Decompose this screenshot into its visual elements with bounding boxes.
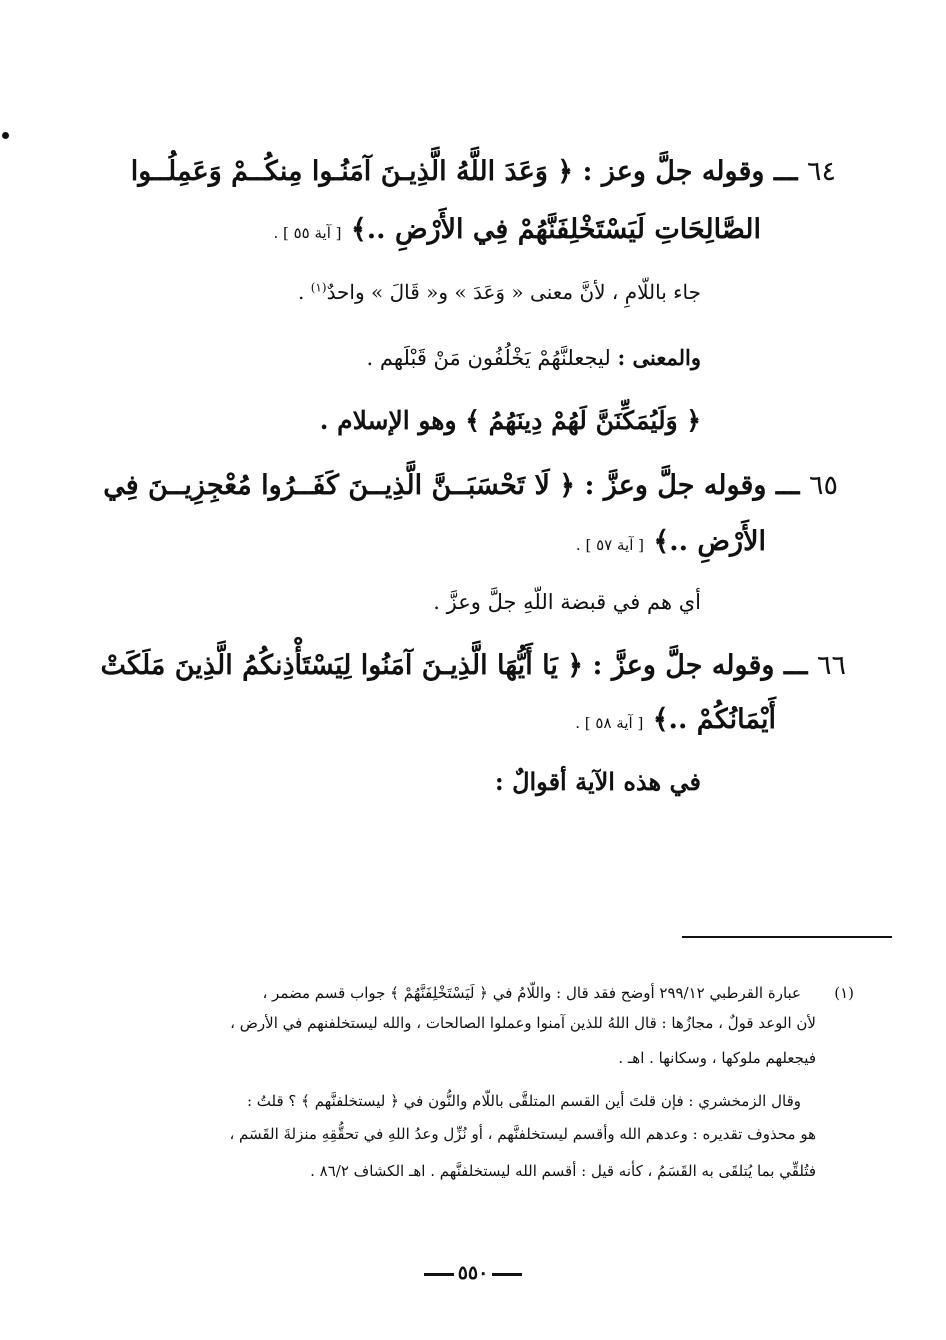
- quran-verse: أَيْمَانُكُمْ ..﴾: [652, 704, 776, 735]
- item-64-line1: [131, 156, 836, 188]
- item-number: ٦٤: [806, 156, 836, 187]
- quran-verse: الأَرْضِ ..﴾: [653, 526, 766, 557]
- paragraph-text: وهو الإسلام .: [319, 406, 466, 435]
- page-number: [0, 1262, 946, 1285]
- page-dash: [492, 1273, 522, 1276]
- footnote-line: عبارة القرطبي ٢٩٩/١٢ أوضح فقد قال : واللّامُ في ﴿ لَيَسْتَخْلِفَنَّهُمْ ﴾ جواب قسم مضمر ،: [262, 984, 801, 1002]
- footnote-line: هو محذوف تقديره : وعدهم الله وأقسم ليستخلفنَّهم ، أو نُزِّل وعدُ اللهِ في تحقُّقِهِ منزلةَ القَسَم ،: [229, 1125, 816, 1143]
- item-dash: ـــ: [783, 650, 808, 681]
- paragraph-5: [495, 768, 701, 797]
- quran-verse: ﴿ يَا أَيُّهَا الَّذِيـنَ آمَنُوا لِيَسْتَأْذِنكُمُ الَّذِينَ مَلَكَتْ: [100, 650, 584, 681]
- item-intro: وقوله جلَّ وعز :: [582, 156, 765, 187]
- paragraph-2: [367, 345, 701, 371]
- item-number: ٦٦: [816, 650, 846, 681]
- item-66-line2: [575, 704, 776, 736]
- footnote-marker: (١): [834, 984, 854, 1002]
- quran-verse: الصَّالِحَاتِ لَيَسْتَخْلِفَنَّهُمْ فِي الأَرْضِ ..﴾: [350, 214, 761, 245]
- page-dash: [424, 1273, 454, 1276]
- footnote-line: لأن الوعد قولٌ ، مجازُها : قال اللهُ للذين آمنوا وعملوا الصالحات ، والله ليستخلفنهم في الأرض ،: [230, 1014, 816, 1032]
- item-66-line1: [101, 650, 846, 682]
- item-64-line2: [273, 214, 761, 246]
- paragraph-text: ليجعلنَّهُمْ يَخْلُفُون مَنْ قَبْلَهم .: [366, 346, 618, 370]
- paragraph-1: [298, 280, 701, 304]
- verse-reference: [ آية ٥٧ ] .: [575, 536, 644, 554]
- paragraph-4: [433, 590, 701, 615]
- item-65-line2: [576, 526, 766, 558]
- footnote-separator: [682, 936, 892, 938]
- footnote-line: وقال الزمخشري : فإن قلتَ أين القسم المتلقَّى باللّام والنُّون في ﴿ ليستخلفنَّهم ﴾ ؟ قلتُ :: [246, 1092, 801, 1110]
- label-meaning: والمعنى :: [617, 345, 701, 370]
- footnote-line: فيجعلهم ملوكها ، وسكانها . اهـ .: [618, 1049, 816, 1067]
- paragraph-text: جاء باللّامِ ، لأنَّ معنى « وَعَدَ » و« قَالَ » واحدٌ: [326, 280, 701, 304]
- footnote-line: فتُلقِّي بما يُتلقَى به القَسَمُ ، كأنه قيل : أقسم الله ليستخلفنَّهم . اهـ الكشاف ٨٦/٢ .: [310, 1162, 816, 1180]
- paragraph-text: أي هم في قبضة اللّهِ جلَّ وعزَّ .: [433, 590, 701, 614]
- quran-verse: ﴿ لَا تَحْسَبَــنَّ الَّذِيــنَ كَفَــرُوا مُعْجِزِيــنَ فِي: [103, 470, 576, 501]
- verse-reference: [ آية ٥٥ ] .: [273, 224, 342, 242]
- footnote-ref: (١): [310, 280, 327, 295]
- margin-dot: [2, 132, 9, 139]
- quran-verse: ﴿ وَعَدَ اللَّهُ الَّذِيـنَ آمَنُـوا مِنكُــمْ وَعَمِلُــوا: [130, 156, 574, 187]
- page-number-text: ٥٥٠: [457, 1262, 489, 1284]
- verse-reference: [ آية ٥٨ ] .: [575, 714, 644, 732]
- paragraph-end: .: [298, 280, 311, 304]
- item-number: ٦٥: [808, 470, 838, 501]
- item-dash: ـــ: [775, 470, 800, 501]
- quran-verse: ﴿ وَلَيُمَكِّنَنَّ لَهُمْ دِينَهُمُ ﴾: [465, 406, 701, 435]
- item-intro: وقوله جلَّ وعزَّ :: [592, 650, 775, 681]
- item-intro: وقوله جلَّ وعزَّ :: [584, 470, 767, 501]
- paragraph-text: في هذه الآية أقوالٌ :: [494, 767, 701, 796]
- paragraph-3: [320, 406, 701, 436]
- item-dash: ـــ: [773, 156, 798, 187]
- item-65-line1: [103, 470, 838, 502]
